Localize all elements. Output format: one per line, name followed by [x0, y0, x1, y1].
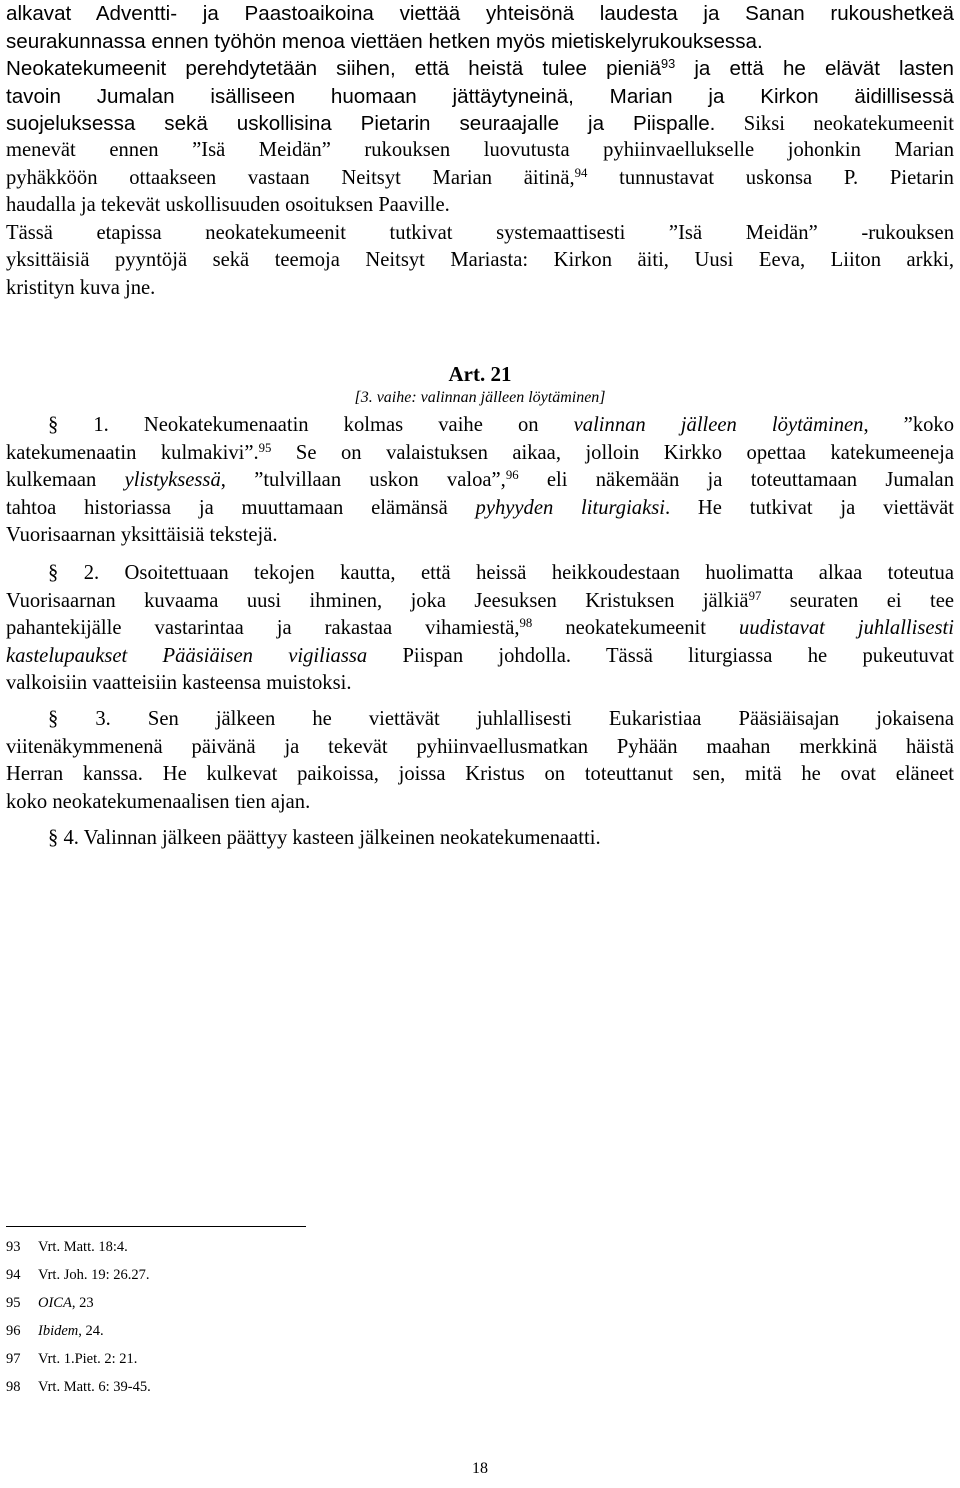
text-line: suojeluksessa sekä uskollisina Pietarin seuraajalle ja Piispalle. Siksi neokatekumeenit: [6, 112, 955, 135]
text-line: pyhäkköön ottaakseen vastaan Neitsyt Marian äitinä,$^{94}$ tunnustavat uskonsa P. Pietarin: [6, 165, 954, 189]
footnote-ref[interactable]: 93: [661, 55, 676, 71]
text-line: Herran kanssa. He kulkevat paikoissa, joissa Kristus on toteuttanut sen, mitä he ovat eläneet: [6, 763, 954, 785]
section-1: [6, 412, 954, 550]
footnote-ref[interactable]: 96: [505, 467, 519, 482]
page-number: 18: [472, 1460, 488, 1477]
footnote-ref[interactable]: 94: [574, 165, 588, 180]
section-2: [6, 560, 954, 698]
footnote-97: 97 Vrt. 1.Piet. 2: 21.: [6, 1351, 138, 1367]
article-title: Art. 21: [448, 362, 512, 386]
text-line: Tässä etapissa neokatekumeenit tutkivat systemaattisesti ”Isä Meidän” -rukouksen: [6, 221, 954, 244]
text-line: tahtoa historiassa ja muuttamaan elämänsä pyhyyden liturgiaksi. He tutkivat ja viettävät: [6, 496, 954, 519]
text-line: yksittäisiä pyyntöjä sekä teemoja Neitsyt Mariasta: Kirkon äiti, Uusi Eeva, Liiton arkki,: [6, 249, 954, 271]
footnote-separator: [6, 1226, 306, 1227]
text-line: kulkemaan ylistyksessä, ”tulvillaan uskon valoa”,$^{96}$ eli näkemään ja toteuttamaan Jumalan: [6, 467, 954, 491]
text-line: koko neokatekumenaalisen tien ajan.: [6, 790, 311, 813]
text-line: pahantekijälle vastarintaa ja rakastaa vihamiestä,$^{98}$ neokatekumeenit uudistavat juhlallisesti: [6, 615, 954, 639]
text-line: Neokatekumeenit perehdytetään siihen, että heistä tulee pieniä$^{93}$ ja että he elävät lasten: [6, 55, 954, 80]
text-line: alkavat Adventti- ja Paastoaikoina viettää yhteisönä laudesta ja Sanan rukoushetkeä: [6, 2, 954, 25]
text-line: § 4. Valinnan jälkeen päättyy kasteen jälkeinen neokatekumenaatti.: [48, 827, 601, 849]
text-line: menevät ennen ”Isä Meidän” rukouksen luovutusta pyhiinvaellukselle johonkin Marian: [6, 139, 954, 161]
footnote-98: 98 Vrt. Matt. 6: 39-45.: [6, 1379, 151, 1395]
footnote-96: 96 Ibidem, 24.: [6, 1323, 104, 1339]
text-line: § 1. Neokatekumenaatin kolmas vaihe on valinnan jälleen löytäminen, ”koko: [48, 414, 955, 436]
text-line: kastelupaukset Pääsiäisen vigiliassa Piispan johdolla. Tässä liturgiassa he pukeutuvat: [6, 644, 954, 667]
text-line: kristityn kuva jne.: [6, 276, 156, 299]
footnote-ref[interactable]: 95: [258, 440, 272, 455]
text-line: § 3. Sen jälkeen he viettävät juhlallisesti Eukaristiaa Pääsiäisajan jokaisena: [48, 708, 954, 730]
footnote-ref[interactable]: 97: [748, 588, 762, 603]
text-line: § 2. Osoitettuaan tekojen kautta, että heissä heikkoudestaan huolimatta alkaa toteutua: [48, 562, 954, 584]
footnote-93: 93 Vrt. Matt. 18:4.: [6, 1239, 128, 1255]
intro-paragraph-continued: [6, 137, 954, 302]
text-line: seurakunnassa ennen työhön menoa viettäen hetken myös mietiskelyrukouksessa.: [6, 29, 763, 53]
section-3: [6, 706, 954, 816]
section-4: [6, 825, 954, 853]
text-line: Vuorisaarnan kuvaama uusi ihminen, joka Jeesuksen Kristuksen jälkiä$^{97}$ seuraten ei tee: [6, 588, 954, 612]
footnote-94: 94 Vrt. Joh. 19: 26.27.: [6, 1267, 150, 1283]
text-line: haudalla ja tekevät uskollisuuden osoituksen Paaville.: [6, 194, 450, 216]
text-line: tavoin Jumalan isälliseen huomaan jättäytyneinä, Marian ja Kirkon äidillisessä: [6, 84, 954, 108]
footnote-ref[interactable]: 98: [519, 615, 533, 630]
text-line: katekumenaatin kulmakivi”.$^{95}$ Se on valaistuksen aikaa, jolloin Kirkko opettaa katekumeeneja: [6, 440, 954, 464]
footnote-95: 95 OICA, 23: [6, 1295, 94, 1311]
text-line: Vuorisaarnan yksittäisiä tekstejä.: [6, 524, 278, 546]
footnotes: [6, 1238, 506, 1406]
article-subtitle: [3. vaihe: valinnan jälleen löytäminen]: [354, 389, 606, 406]
text-line: valkoisiin vaatteisiin kasteensa muistoksi.: [6, 672, 352, 694]
intro-paragraph: [6, 0, 954, 139]
text-line: viitenäkymmenenä päivänä ja tekevät pyhiinvaellusmatkan Pyhään maahan merkkinä häistä: [6, 735, 954, 758]
